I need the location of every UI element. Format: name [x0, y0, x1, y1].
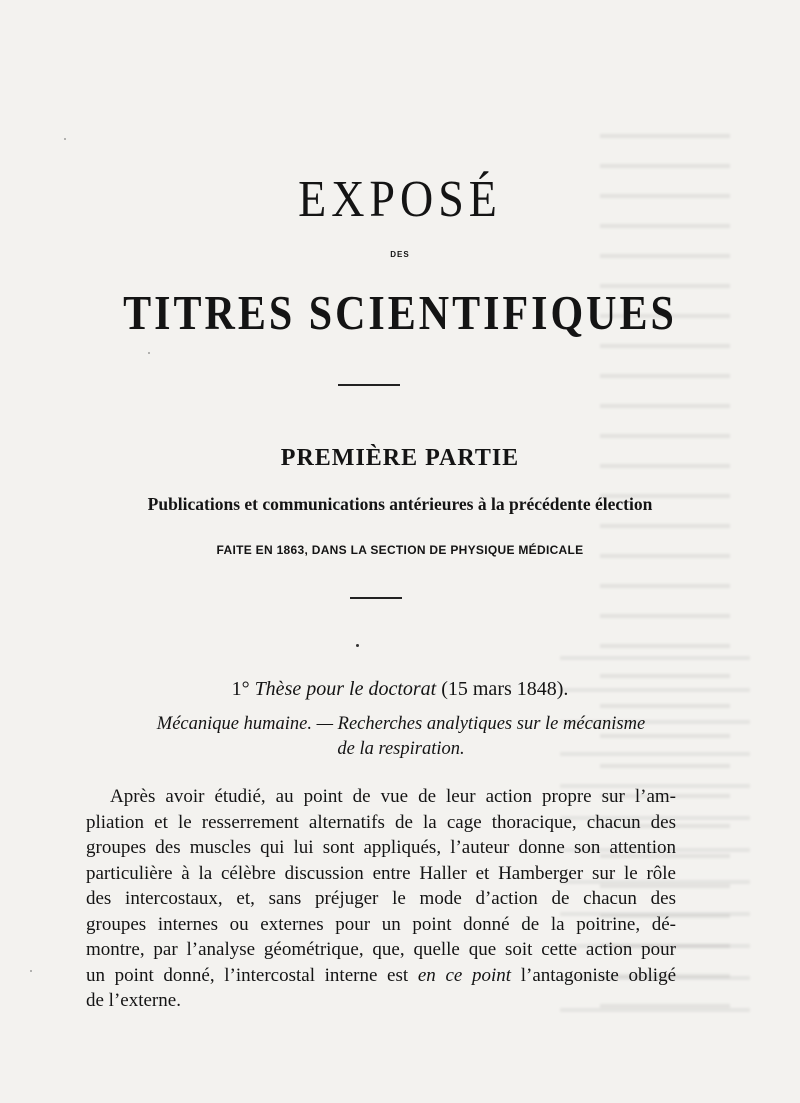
- entry-subject-line1: Mécanique humaine. — Recherches analytiques sur le mécanisme: [156, 714, 646, 734]
- body-line-1: Après avoir étudié, au point de vue de leur action propre sur l’am-: [110, 786, 676, 807]
- title-titres-scientifiques: TITRES SCIENTIFIQUES: [123, 287, 677, 341]
- body-line-7: montre, par l’analyse géométrique, que, quelle que soit cette action pour: [86, 939, 676, 960]
- body-line-8-start: un point donné, l’intercostal interne est: [86, 964, 409, 986]
- part-heading: PREMIÈRE PARTIE: [280, 445, 520, 471]
- body-line-8-end: l’antagoniste obligé: [520, 964, 677, 986]
- body-line-9: de l’externe.: [86, 990, 181, 1011]
- section-subtitle-caps: FAITE EN 1863, DANS LA SECTION DE PHYSIQUE MÉDICALE: [216, 543, 584, 557]
- entry-title: Thèse pour le doctorat: [254, 678, 437, 700]
- body-line-6: groupes internes ou externes pour un point donné de la poitrine, dé-: [86, 913, 676, 935]
- entry-number: 1°: [231, 678, 250, 700]
- body-italic-phrase: en ce point: [417, 964, 512, 986]
- title-connector: DES: [390, 250, 410, 259]
- entry-subject-line2: de la respiration.: [337, 739, 465, 759]
- paper-speck: [30, 970, 32, 972]
- divider-rule-top: [338, 384, 400, 386]
- body-line-5: des intercostaux, et, sans préjuger le mode d’action de chacun des: [86, 888, 676, 909]
- entry-heading: [0, 679, 800, 699]
- body-line-3: groupes des muscles qui lui sont appliqués, l’auteur donne son attention: [86, 837, 676, 858]
- entry-date: (15 mars 1848).: [441, 678, 569, 700]
- body-line-8: [86, 963, 676, 989]
- center-dot: [356, 644, 359, 647]
- paper-speck: [64, 138, 66, 140]
- body-paragraph: [86, 784, 676, 1014]
- entry-subject: [106, 712, 696, 762]
- body-line-4: particulière à la célèbre discussion entre Haller et Hamberger sur le rôle: [86, 862, 676, 884]
- section-subtitle: Publications et communications antérieures à la précédente élection: [147, 494, 653, 514]
- title-expose: EXPOSÉ: [298, 169, 502, 227]
- paper-speck: [148, 352, 150, 354]
- body-line-2: pliation et le resserrement alternatifs de la cage thoracique, chacun des: [86, 811, 676, 833]
- divider-rule-bottom: [350, 597, 402, 599]
